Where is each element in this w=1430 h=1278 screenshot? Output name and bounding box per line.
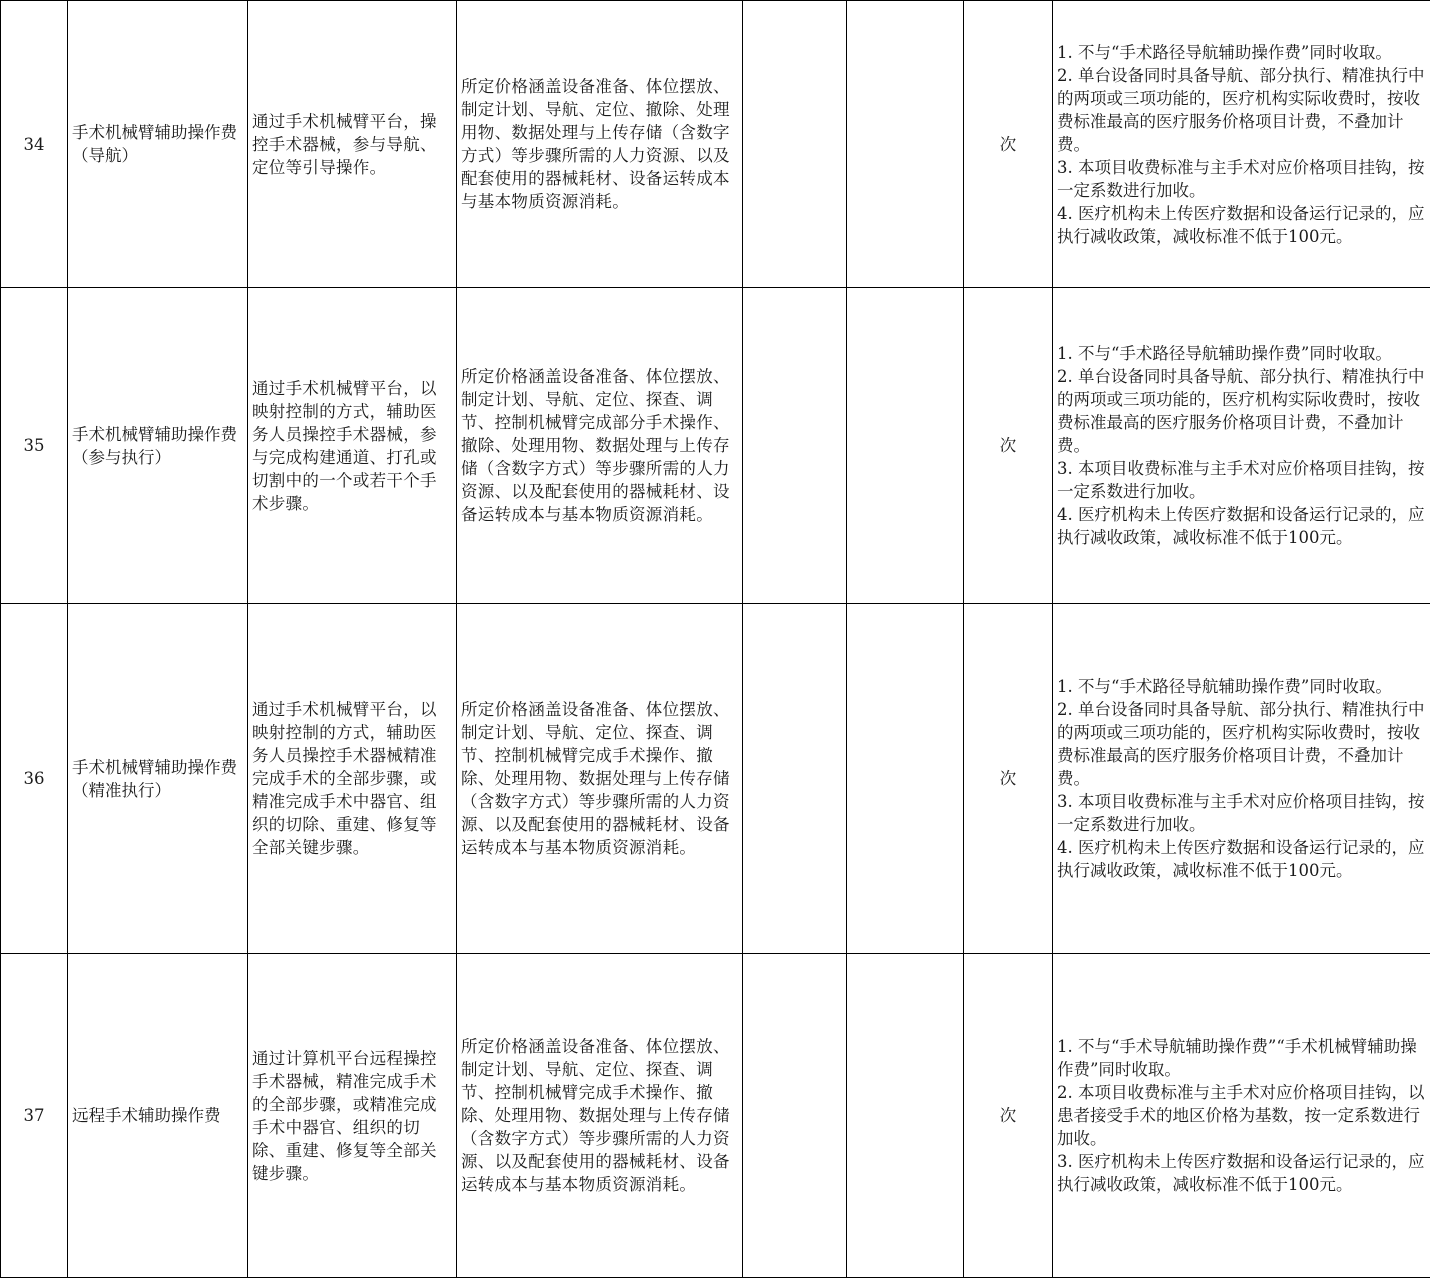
note-line: 1. 不与“手术路径导航辅助操作费”同时收取。 <box>1057 342 1426 365</box>
note-line: 1. 不与“手术导航辅助操作费”“手术机械臂辅助操作费”同时收取。 <box>1057 1035 1426 1081</box>
item-notes <box>1053 954 1430 1278</box>
item-price-content: 所定价格涵盖设备准备、体位摆放、制定计划、导航、定位、探查、调节、控制机械臂完成手术操作、撤除、处理用物、数据处理与上传存储（含数字方式）等步骤所需的人力资源、以及配套使用的器械耗材、设备运转成本与基本物质资源消耗。 <box>457 954 743 1278</box>
item-description: 通过手术机械臂平台，以映射控制的方式，辅助医务人员操控手术器械精准完成手术的全部步骤，或精准完成手术中器官、组织的切除、重建、修复等全部关键步骤。 <box>248 604 457 954</box>
item-price-content: 所定价格涵盖设备准备、体位摆放、制定计划、导航、定位、探查、调节、控制机械臂完成手术操作、撤除、处理用物、数据处理与上传存储（含数字方式）等步骤所需的人力资源、以及配套使用的器械耗材、设备运转成本与基本物质资源消耗。 <box>457 604 743 954</box>
note-line: 3. 本项目收费标准与主手术对应价格项目挂钩，按一定系数进行加收。 <box>1057 156 1426 202</box>
item-number: 35 <box>1 288 68 604</box>
item-price-content: 所定价格涵盖设备准备、体位摆放、制定计划、导航、定位、探查、调节、控制机械臂完成部分手术操作、撤除、处理用物、数据处理与上传存储（含数字方式）等步骤所需的人力资源、以及配套使用的器械耗材、设备运转成本与基本物质资源消耗。 <box>457 288 743 604</box>
note-line: 3. 医疗机构未上传医疗数据和设备运行记录的，应执行减收政策，减收标准不低于100元。 <box>1057 1150 1426 1196</box>
item-notes <box>1053 1 1430 288</box>
item-description: 通过手术机械臂平台，操控手术器械，参与导航、定位等引导操作。 <box>248 1 457 288</box>
empty-cell <box>743 1 847 288</box>
empty-cell <box>743 604 847 954</box>
empty-cell <box>847 1 964 288</box>
table-row <box>1 1 1430 288</box>
item-number: 37 <box>1 954 68 1278</box>
empty-cell <box>847 288 964 604</box>
item-description: 通过计算机平台远程操控手术器械，精准完成手术的全部步骤，或精准完成手术中器官、组织的切除、重建、修复等全部关键步骤。 <box>248 954 457 1278</box>
note-line: 3. 本项目收费标准与主手术对应价格项目挂钩，按一定系数进行加收。 <box>1057 457 1426 503</box>
item-name: 远程手术辅助操作费 <box>68 954 248 1278</box>
item-notes <box>1053 288 1430 604</box>
note-line: 4. 医疗机构未上传医疗数据和设备运行记录的，应执行减收政策，减收标准不低于100元。 <box>1057 202 1426 248</box>
table-row <box>1 954 1430 1278</box>
pricing-unit: 次 <box>964 288 1053 604</box>
item-description: 通过手术机械臂平台，以映射控制的方式，辅助医务人员操控手术器械，参与完成构建通道、打孔或切割中的一个或若干个手术步骤。 <box>248 288 457 604</box>
note-line: 4. 医疗机构未上传医疗数据和设备运行记录的，应执行减收政策，减收标准不低于100元。 <box>1057 503 1426 549</box>
item-number: 36 <box>1 604 68 954</box>
empty-cell <box>847 954 964 1278</box>
item-name: 手术机械臂辅助操作费（导航） <box>68 1 248 288</box>
note-line: 2. 单台设备同时具备导航、部分执行、精准执行中的两项或三项功能的，医疗机构实际收费时，按收费标准最高的医疗服务价格项目计费，不叠加计费。 <box>1057 365 1426 457</box>
item-notes <box>1053 604 1430 954</box>
note-line: 2. 单台设备同时具备导航、部分执行、精准执行中的两项或三项功能的，医疗机构实际收费时，按收费标准最高的医疗服务价格项目计费，不叠加计费。 <box>1057 64 1426 156</box>
empty-cell <box>743 954 847 1278</box>
pricing-unit: 次 <box>964 1 1053 288</box>
empty-cell <box>847 604 964 954</box>
item-name: 手术机械臂辅助操作费（参与执行） <box>68 288 248 604</box>
item-name: 手术机械臂辅助操作费（精准执行） <box>68 604 248 954</box>
item-number: 34 <box>1 1 68 288</box>
empty-cell <box>743 288 847 604</box>
note-line: 3. 本项目收费标准与主手术对应价格项目挂钩，按一定系数进行加收。 <box>1057 790 1426 836</box>
pricing-unit: 次 <box>964 954 1053 1278</box>
note-line: 2. 单台设备同时具备导航、部分执行、精准执行中的两项或三项功能的，医疗机构实际收费时，按收费标准最高的医疗服务价格项目计费，不叠加计费。 <box>1057 698 1426 790</box>
item-price-content: 所定价格涵盖设备准备、体位摆放、制定计划、导航、定位、撤除、处理用物、数据处理与上传存储（含数字方式）等步骤所需的人力资源、以及配套使用的器械耗材、设备运转成本与基本物质资源消耗。 <box>457 1 743 288</box>
note-line: 4. 医疗机构未上传医疗数据和设备运行记录的，应执行减收政策，减收标准不低于100元。 <box>1057 836 1426 882</box>
table-row <box>1 604 1430 954</box>
table-row <box>1 288 1430 604</box>
note-line: 2. 本项目收费标准与主手术对应价格项目挂钩，以患者接受手术的地区价格为基数，按一定系数进行加收。 <box>1057 1081 1426 1150</box>
pricing-unit: 次 <box>964 604 1053 954</box>
note-line: 1. 不与“手术路径导航辅助操作费”同时收取。 <box>1057 675 1426 698</box>
note-line: 1. 不与“手术路径导航辅助操作费”同时收取。 <box>1057 41 1426 64</box>
